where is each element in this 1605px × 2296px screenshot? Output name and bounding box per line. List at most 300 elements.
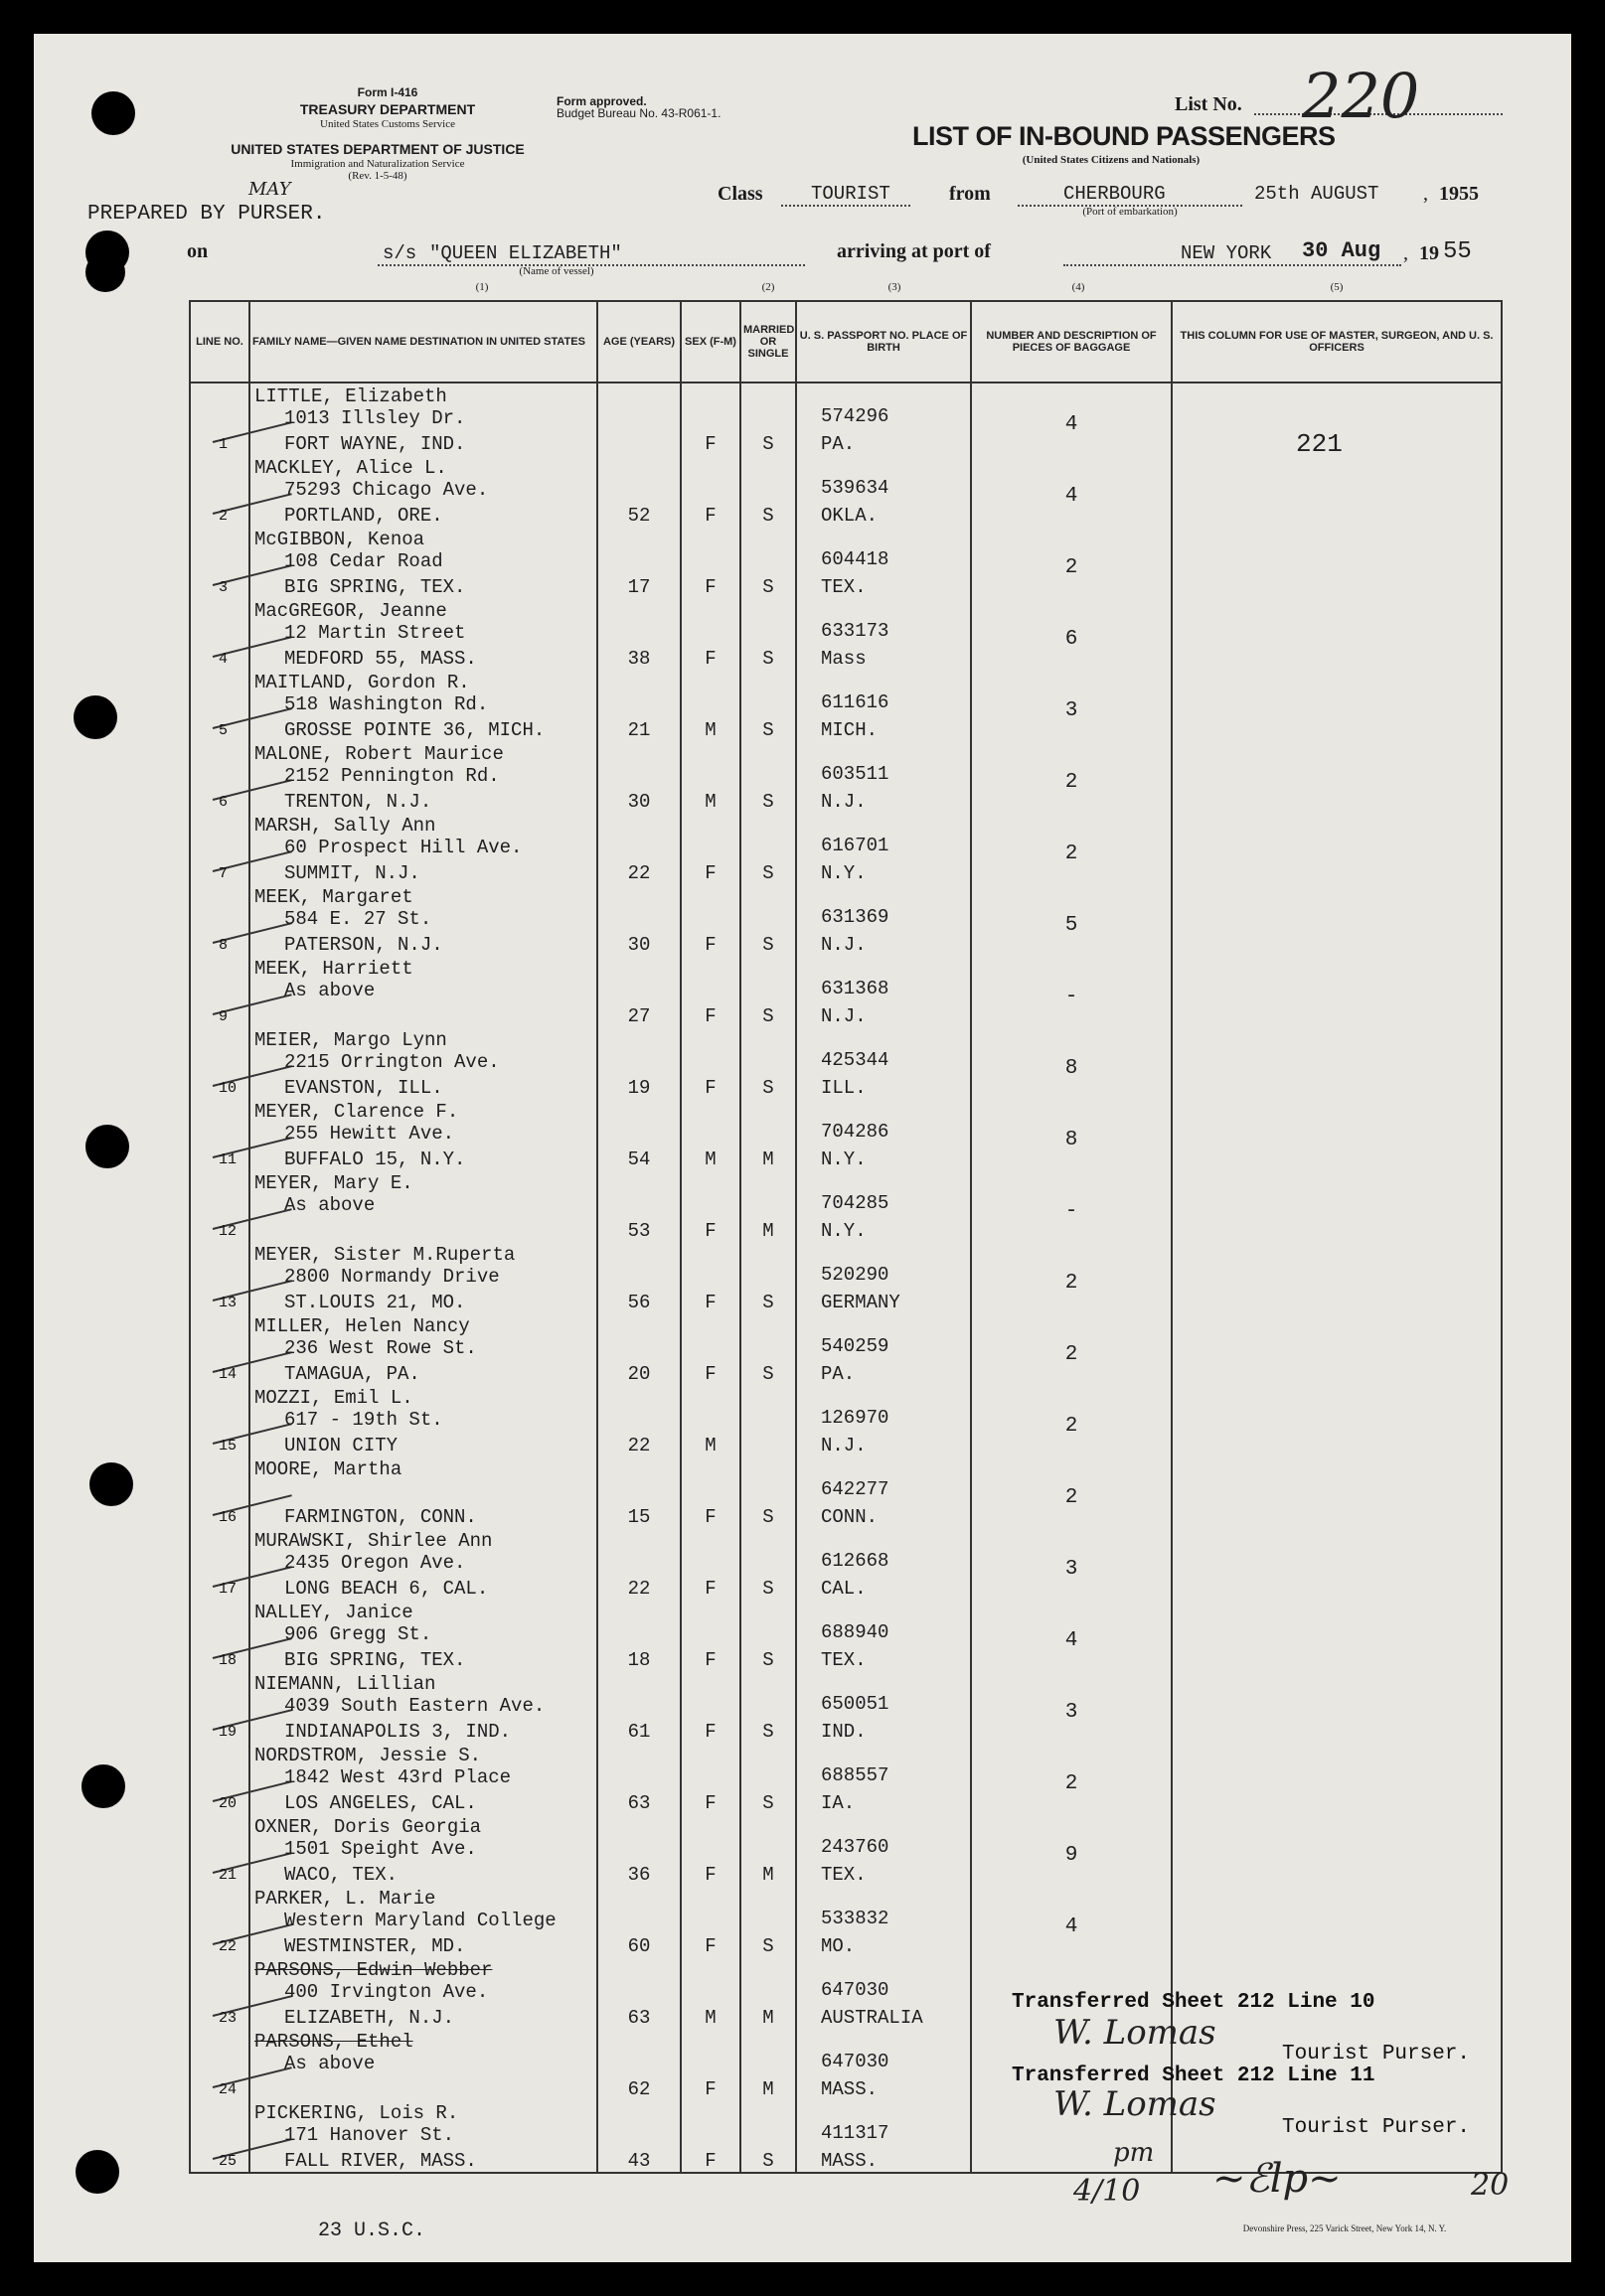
- place-of-birth: IND.: [821, 1721, 867, 1743]
- passenger-address: 60 Prospect Hill Ave.: [284, 837, 523, 858]
- name-cell: [249, 2029, 597, 2100]
- marital-value: S: [762, 791, 774, 813]
- age-value: 62: [627, 2078, 651, 2100]
- marital-cell: [740, 455, 796, 527]
- age-cell: [597, 670, 681, 741]
- sex-value: F: [705, 862, 717, 884]
- officer-cell: [1172, 1456, 1502, 1528]
- age-value: 30: [627, 934, 651, 956]
- age-value: 63: [627, 2007, 651, 2029]
- age-value: 15: [627, 1506, 651, 1528]
- sex-value: F: [705, 934, 717, 956]
- vessel-prefix: s/s: [383, 242, 417, 264]
- port-embarkation-caption: (Port of embarkation): [1082, 206, 1178, 218]
- officer-cell: [1172, 1170, 1502, 1242]
- place-of-birth: N.Y.: [821, 1148, 867, 1170]
- passenger-city: WACO, TEX.: [284, 1864, 399, 1886]
- sex-value: F: [705, 1649, 717, 1671]
- age-cell: [597, 1099, 681, 1170]
- place-of-birth: OKLA.: [821, 505, 879, 527]
- baggage-count: 5: [1064, 914, 1078, 937]
- passport-number: 411317: [821, 2122, 889, 2144]
- place-of-birth: PA.: [821, 1363, 856, 1385]
- passport-cell: [796, 813, 971, 884]
- baggage-count: 3: [1064, 1558, 1078, 1581]
- passport-cell: [796, 1385, 971, 1456]
- passenger-address: 1842 West 43rd Place: [284, 1766, 512, 1788]
- line-number: 8: [219, 937, 229, 954]
- baggage-count: -: [1064, 1200, 1078, 1223]
- passport-cell: [796, 741, 971, 813]
- col-header-sex: SEX (F-M): [681, 301, 740, 383]
- baggage-cell: [971, 1600, 1172, 1671]
- sex-cell: [681, 1242, 740, 1313]
- passport-cell: [796, 884, 971, 956]
- passenger-city: LOS ANGELES, CAL.: [284, 1792, 477, 1814]
- baggage-cell: [971, 1385, 1172, 1456]
- line-number: 23: [219, 2010, 238, 2027]
- age-value: 22: [627, 862, 651, 884]
- baggage-cell: [971, 1099, 1172, 1170]
- baggage-cell: [971, 1528, 1172, 1600]
- baggage-cell: [971, 383, 1172, 455]
- line-cell: [190, 741, 249, 813]
- passport-cell: [796, 1528, 971, 1600]
- passport-number: 688557: [821, 1764, 889, 1786]
- form-approved: Form approved.: [557, 94, 647, 108]
- name-cell: [249, 1886, 597, 1957]
- sex-cell: [681, 1385, 740, 1456]
- sex-value: F: [705, 1721, 717, 1743]
- line-number: 13: [219, 1295, 238, 1311]
- name-cell: [249, 1170, 597, 1242]
- age-cell: [597, 2029, 681, 2100]
- passport-number: 647030: [821, 1979, 889, 2001]
- passport-number: 616701: [821, 835, 889, 856]
- marital-cell: [740, 813, 796, 884]
- baggage-cell: [971, 741, 1172, 813]
- table-row: [190, 1385, 1502, 1456]
- inspector-signature: ~ℰlp~: [1212, 2156, 1342, 2202]
- sex-cell: [681, 956, 740, 1027]
- arrival-year-suffix: 55: [1443, 238, 1472, 265]
- passport-cell: [796, 1170, 971, 1242]
- sex-value: M: [705, 1148, 717, 1170]
- on-label: on: [187, 240, 209, 262]
- passenger-address: As above: [284, 2053, 376, 2074]
- table-row: [190, 1170, 1502, 1242]
- marital-value: S: [762, 719, 774, 741]
- line-cell: [190, 670, 249, 741]
- passport-cell: [796, 2029, 971, 2100]
- budget-bureau: Budget Bureau No. 43-R061-1.: [557, 106, 722, 120]
- passenger-name: MacGREGOR, Jeanne: [254, 600, 447, 622]
- age-value: 60: [627, 1935, 651, 1957]
- marital-cell: [740, 1099, 796, 1170]
- marital-value: S: [762, 505, 774, 527]
- stamp-221: 221: [1296, 429, 1343, 459]
- name-cell: [249, 1671, 597, 1743]
- passenger-address: 400 Irvington Ave.: [284, 1981, 489, 2003]
- name-cell: [249, 813, 597, 884]
- marital-value: S: [762, 1506, 774, 1528]
- marital-value: S: [762, 1792, 774, 1814]
- passenger-city: ELIZABETH, N.J.: [284, 2007, 455, 2029]
- line-cell: [190, 1385, 249, 1456]
- age-value: 53: [627, 1220, 651, 1242]
- sex-cell: [681, 1313, 740, 1385]
- baggage-count: 3: [1064, 1701, 1078, 1724]
- sex-cell: [681, 1027, 740, 1099]
- marital-value: M: [762, 1220, 774, 1242]
- marital-value: S: [762, 862, 774, 884]
- hand-20: 20: [1471, 2168, 1510, 2203]
- passenger-address: 1013 Illsley Dr.: [284, 407, 466, 429]
- passenger-name: MOZZI, Emil L.: [254, 1387, 413, 1409]
- table-row: [190, 741, 1502, 813]
- age-value: 27: [627, 1005, 651, 1027]
- passport-cell: [796, 1242, 971, 1313]
- name-cell: [249, 527, 597, 598]
- age-cell: [597, 1385, 681, 1456]
- sex-value: M: [705, 1435, 717, 1456]
- line-number: 11: [219, 1151, 238, 1168]
- baggage-cell: [971, 1313, 1172, 1385]
- name-cell: [249, 1600, 597, 1671]
- purser-signature-24: W. Lomas: [1053, 2084, 1216, 2124]
- marital-cell: [740, 1886, 796, 1957]
- marital-value: S: [762, 576, 774, 598]
- passport-cell: [796, 1600, 971, 1671]
- hand-pm: pm: [1113, 2138, 1155, 2168]
- list-title: LIST OF IN-BOUND PASSENGERS: [912, 121, 1336, 151]
- passenger-name: PICKERING, Lois R.: [254, 2102, 459, 2124]
- age-value: 30: [627, 791, 651, 813]
- passenger-address: 1501 Speight Ave.: [284, 1838, 477, 1860]
- passenger-name: MACKLEY, Alice L.: [254, 457, 447, 479]
- age-cell: [597, 741, 681, 813]
- passenger-city: PORTLAND, ORE.: [284, 505, 443, 527]
- officer-cell: [1172, 813, 1502, 884]
- passport-number: 533832: [821, 1908, 889, 1929]
- baggage-cell: [971, 1456, 1172, 1528]
- place-of-birth: N.J.: [821, 1435, 867, 1456]
- passenger-address: 2800 Normandy Drive: [284, 1266, 500, 1288]
- marital-value: M: [762, 1148, 774, 1170]
- passenger-city: PATERSON, N.J.: [284, 934, 443, 956]
- place-of-birth: MO.: [821, 1935, 856, 1957]
- baggage-cell: [971, 670, 1172, 741]
- age-cell: [597, 2100, 681, 2173]
- age-cell: [597, 598, 681, 670]
- passport-cell: [796, 2100, 971, 2173]
- sex-value: F: [705, 2150, 717, 2172]
- passenger-name: PARSONS, Ethel: [254, 2031, 413, 2053]
- name-cell: [249, 1528, 597, 1600]
- passenger-city: ST.LOUIS 21, MO.: [284, 1292, 466, 1313]
- marital-cell: [740, 1027, 796, 1099]
- col-num-5: (5): [1330, 281, 1344, 293]
- passport-number: 520290: [821, 1264, 889, 1286]
- passenger-city: UNION CITY: [284, 1435, 399, 1456]
- age-value: 18: [627, 1649, 651, 1671]
- baggage-cell: [971, 527, 1172, 598]
- passenger-city: SUMMIT, N.J.: [284, 862, 420, 884]
- may-note: MAY: [248, 179, 291, 200]
- passport-number: 642277: [821, 1478, 889, 1500]
- sex-value: F: [705, 1506, 717, 1528]
- passport-number: 603511: [821, 763, 889, 785]
- place-of-birth: N.J.: [821, 1005, 867, 1027]
- marital-cell: [740, 1456, 796, 1528]
- line-number: 24: [219, 2081, 238, 2098]
- officer-cell: [1172, 1313, 1502, 1385]
- marital-cell: [740, 527, 796, 598]
- justice-dept: UNITED STATES DEPARTMENT OF JUSTICE: [231, 141, 525, 157]
- passenger-city: FORT WAYNE, IND.: [284, 433, 466, 455]
- age-cell: [597, 383, 681, 455]
- passenger-city: BIG SPRING, TEX.: [284, 576, 466, 598]
- line-cell: [190, 1456, 249, 1528]
- officer-cell: [1172, 1099, 1502, 1170]
- sex-cell: [681, 2100, 740, 2173]
- line-cell: [190, 598, 249, 670]
- name-cell: [249, 1743, 597, 1814]
- marital-value: S: [762, 1077, 774, 1099]
- baggage-count: 8: [1064, 1057, 1078, 1080]
- baggage-cell: [971, 1242, 1172, 1313]
- sex-cell: [681, 1671, 740, 1743]
- sex-cell: [681, 1170, 740, 1242]
- place-of-birth: ILL.: [821, 1077, 867, 1099]
- marital-value: S: [762, 1935, 774, 1957]
- list-no-value: 220: [1302, 60, 1420, 132]
- sex-cell: [681, 670, 740, 741]
- table-row: [190, 455, 1502, 527]
- passenger-name: PARKER, L. Marie: [254, 1888, 436, 1910]
- age-cell: [597, 1600, 681, 1671]
- passport-number: 126970: [821, 1407, 889, 1429]
- passenger-city: TRENTON, N.J.: [284, 791, 432, 813]
- age-value: 56: [627, 1292, 651, 1313]
- officer-cell: [1172, 1528, 1502, 1600]
- line-number: 7: [219, 865, 229, 882]
- place-of-birth: MASS.: [821, 2078, 879, 2100]
- place-of-birth: N.Y.: [821, 862, 867, 884]
- line-cell: [190, 1743, 249, 1814]
- age-value: 38: [627, 648, 651, 670]
- passenger-name: MAITLAND, Gordon R.: [254, 672, 470, 693]
- place-of-birth: MICH.: [821, 719, 879, 741]
- form-number: Form I-416: [357, 85, 418, 99]
- passenger-name: MEIER, Margo Lynn: [254, 1029, 447, 1051]
- class-label: Class: [718, 183, 763, 205]
- line-number: 19: [219, 1724, 238, 1741]
- marital-value: S: [762, 1363, 774, 1385]
- passenger-name: MOORE, Martha: [254, 1458, 402, 1480]
- officer-cell: [1172, 1743, 1502, 1814]
- baggage-count: 8: [1064, 1129, 1078, 1151]
- passenger-name: MEYER, Mary E.: [254, 1172, 413, 1194]
- officer-cell: [1172, 1886, 1502, 1957]
- marital-cell: [740, 2100, 796, 2173]
- officer-cell: [1172, 956, 1502, 1027]
- passport-number: 612668: [821, 1550, 889, 1572]
- punch-hole: [85, 1125, 129, 1168]
- baggage-cell: [971, 1027, 1172, 1099]
- passport-cell: [796, 527, 971, 598]
- age-cell: [597, 1170, 681, 1242]
- ins-service: Immigration and Naturalization Service: [290, 158, 465, 170]
- age-value: 20: [627, 1363, 651, 1385]
- sex-cell: [681, 1743, 740, 1814]
- line-number: 14: [219, 1366, 238, 1383]
- marital-value: M: [762, 1864, 774, 1886]
- arrival-comma: ,: [1403, 242, 1408, 264]
- passenger-name: MARSH, Sally Ann: [254, 815, 436, 837]
- sex-value: F: [705, 433, 717, 455]
- passenger-address: 2152 Pennington Rd.: [284, 765, 500, 787]
- line-cell: [190, 2029, 249, 2100]
- age-value: 63: [627, 1792, 651, 1814]
- table-row: [190, 1600, 1502, 1671]
- col-num-3: (3): [887, 281, 901, 293]
- sex-value: M: [705, 791, 717, 813]
- marital-cell: [740, 1385, 796, 1456]
- place-of-birth: GERMANY: [821, 1292, 900, 1313]
- line-cell: [190, 813, 249, 884]
- line-cell: [190, 1600, 249, 1671]
- marital-cell: [740, 1313, 796, 1385]
- officer-cell: [1172, 598, 1502, 670]
- line-number: 4: [219, 651, 229, 668]
- passport-number: 539634: [821, 477, 889, 499]
- passport-cell: [796, 1957, 971, 2029]
- name-cell: [249, 598, 597, 670]
- passenger-name: MEEK, Harriett: [254, 958, 413, 980]
- passenger-city: BIG SPRING, TEX.: [284, 1649, 466, 1671]
- baggage-cell: [971, 813, 1172, 884]
- officer-cell: [1172, 455, 1502, 527]
- age-cell: [597, 884, 681, 956]
- baggage-count: 2: [1064, 1772, 1078, 1795]
- sex-cell: [681, 1886, 740, 1957]
- baggage-cell: [971, 1170, 1172, 1242]
- name-cell: [249, 670, 597, 741]
- baggage-cell: [971, 1814, 1172, 1886]
- place-of-birth: Mass: [821, 648, 867, 670]
- name-cell: [249, 1313, 597, 1385]
- table-row: [190, 956, 1502, 1027]
- age-cell: [597, 1957, 681, 2029]
- usc-reference: 23 U.S.C.: [318, 2219, 426, 2242]
- place-of-birth: PA.: [821, 433, 856, 455]
- passenger-address: 2215 Orrington Ave.: [284, 1051, 500, 1073]
- col-header-baggage: NUMBER AND DESCRIPTION OF PIECES OF BAGGAGE: [971, 301, 1172, 383]
- baggage-cell: [971, 1886, 1172, 1957]
- name-cell: [249, 1242, 597, 1313]
- name-cell: [249, 1385, 597, 1456]
- marital-cell: [740, 1957, 796, 2029]
- line-number: 16: [219, 1509, 238, 1526]
- name-cell: [249, 2100, 597, 2173]
- officer-cell: [1172, 1242, 1502, 1313]
- officer-cell: [1172, 1600, 1502, 1671]
- name-cell: [249, 956, 597, 1027]
- age-value: 52: [627, 505, 651, 527]
- list-subtitle: (United States Citizens and Nationals): [1022, 154, 1201, 166]
- age-value: 22: [627, 1578, 651, 1600]
- age-value: 36: [627, 1864, 651, 1886]
- baggage-count: 2: [1064, 1486, 1078, 1509]
- from-label: from: [949, 183, 991, 205]
- hand-410: 4/10: [1073, 2174, 1141, 2209]
- passenger-address: 584 E. 27 St.: [284, 908, 432, 930]
- baggage-count: 4: [1064, 485, 1078, 508]
- revision: (Rev. 1-5-48): [348, 170, 407, 182]
- col-num-1: (1): [475, 281, 489, 293]
- line-number: 6: [219, 794, 229, 811]
- passenger-city: INDIANAPOLIS 3, IND.: [284, 1721, 512, 1743]
- line-number: 12: [219, 1223, 238, 1240]
- baggage-count: 9: [1064, 1844, 1078, 1867]
- place-of-birth: TEX.: [821, 1649, 867, 1671]
- table-row: [190, 1099, 1502, 1170]
- marital-cell: [740, 670, 796, 741]
- passenger-name: MEYER, Clarence F.: [254, 1101, 459, 1123]
- passenger-name: MEYER, Sister M.Ruperta: [254, 1244, 516, 1266]
- place-of-birth: AUSTRALIA: [821, 2007, 923, 2029]
- purser-label-23: Tourist Purser.: [1282, 2043, 1471, 2066]
- passport-cell: [796, 670, 971, 741]
- sex-value: F: [705, 576, 717, 598]
- vessel-name: "QUEEN ELIZABETH": [429, 242, 622, 264]
- baggage-count: 2: [1064, 771, 1078, 794]
- line-cell: [190, 1027, 249, 1099]
- passenger-name: MEEK, Margaret: [254, 886, 413, 908]
- marital-cell: [740, 598, 796, 670]
- sex-cell: [681, 527, 740, 598]
- baggage-count: 2: [1064, 842, 1078, 865]
- baggage-count: 4: [1064, 1629, 1078, 1652]
- place-of-birth: N.J.: [821, 791, 867, 813]
- line-number: 17: [219, 1581, 238, 1598]
- age-value: 22: [627, 1435, 651, 1456]
- baggage-count: 2: [1064, 1272, 1078, 1295]
- marital-cell: [740, 884, 796, 956]
- baggage-count: 4: [1064, 1915, 1078, 1938]
- officer-cell: [1172, 1671, 1502, 1743]
- marital-value: S: [762, 1649, 774, 1671]
- age-value: 19: [627, 1077, 651, 1099]
- baggage-cell: [971, 956, 1172, 1027]
- marital-cell: [740, 1170, 796, 1242]
- officer-cell: [1172, 1814, 1502, 1886]
- punch-hole: [76, 2150, 119, 2194]
- passenger-city: TAMAGUA, PA.: [284, 1363, 420, 1385]
- passenger-name: NIEMANN, Lillian: [254, 1673, 436, 1695]
- line-number: 1: [219, 436, 229, 453]
- sex-value: M: [705, 2007, 717, 2029]
- age-value: 54: [627, 1148, 651, 1170]
- punch-hole: [81, 1764, 125, 1808]
- sex-value: M: [705, 719, 717, 741]
- officer-cell: [1172, 1027, 1502, 1099]
- table-row: [190, 670, 1502, 741]
- table-row: [190, 1027, 1502, 1099]
- line-number: 20: [219, 1795, 238, 1812]
- passenger-address: As above: [284, 1194, 376, 1216]
